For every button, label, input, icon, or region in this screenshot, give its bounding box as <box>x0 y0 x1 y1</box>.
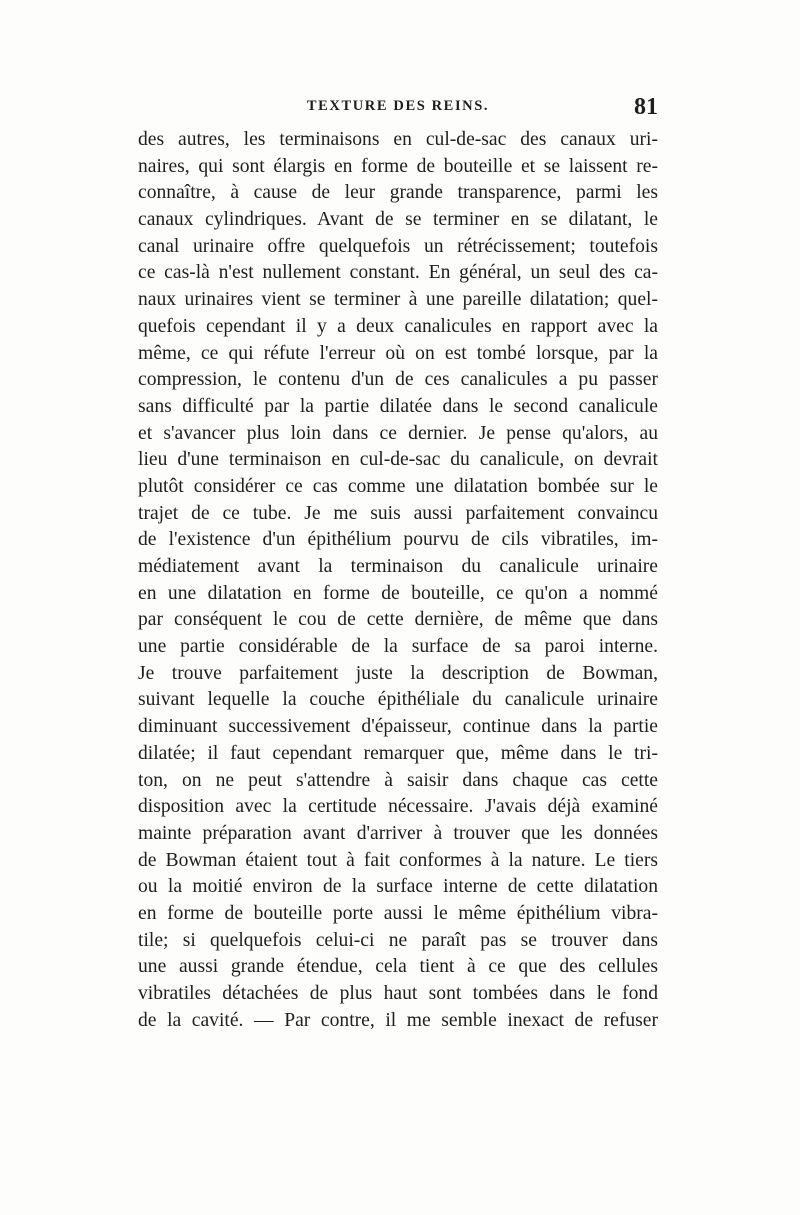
text-line: une partie considérable de la surface de sa paroi interne. <box>138 636 658 658</box>
text-line: canaux cylindriques. Avant de se terminer en se dilatant, le <box>138 209 658 231</box>
body-text <box>138 127 658 1034</box>
text-line: en forme de bouteille porte aussi le même épithélium vibra- <box>138 902 658 924</box>
text-line: naires, qui sont élargis en forme de bouteille et se laissent re- <box>138 155 658 177</box>
page-number: 81 <box>634 94 658 120</box>
text-line: ton, on ne peut s'attendre à saisir dans chaque cas cette <box>138 769 658 791</box>
text-line: suivant lequelle la couche épithéliale du canalicule urinaire <box>138 689 658 711</box>
text-line: ou la moitié environ de la surface interne de cette dilatation <box>138 876 658 898</box>
text-line: sans difficulté par la partie dilatée dans le second canalicule <box>138 395 658 417</box>
text-line: compression, le contenu d'un de ces canalicules a pu passer <box>138 369 658 391</box>
text-line: même, ce qui réfute l'erreur où on est tombé lorsque, par la <box>138 342 658 364</box>
text-line: et s'avancer plus loin dans ce dernier. Je pense qu'alors, au <box>138 422 658 444</box>
running-title: TEXTURE DES REINS. <box>306 98 490 114</box>
text-line: Je trouve parfaitement juste la description de Bowman, <box>138 662 658 684</box>
text-line: connaître, à cause de leur grande transparence, parmi les <box>138 182 658 204</box>
text-line: lieu d'une terminaison en cul-de-sac du canalicule, on devrait <box>138 449 658 471</box>
text-line: en une dilatation en forme de bouteille, ce qu'on a nommé <box>138 582 658 604</box>
text-line: disposition avec la certitude nécessaire. J'avais déjà examiné <box>138 796 658 818</box>
text-line: naux urinaires vient se terminer à une pareille dilatation; quel- <box>138 289 658 311</box>
text-line: médiatement avant la terminaison du canalicule urinaire <box>138 556 658 577</box>
text-line: ce cas-là n'est nullement constant. En général, un seul des ca- <box>138 262 658 284</box>
running-head <box>138 94 658 124</box>
text-line: tile; si quelquefois celui-ci ne paraît pas se trouver dans <box>138 929 658 951</box>
text-line: par conséquent le cou de cette dernière, de même que dans <box>138 609 658 631</box>
text-line: plutôt considérer ce cas comme une dilatation bombée sur le <box>138 475 658 497</box>
text-line: mainte préparation avant d'arriver à trouver que les données <box>138 822 658 844</box>
text-line: trajet de ce tube. Je me suis aussi parfaitement convaincu <box>138 502 658 524</box>
text-line: une aussi grande étendue, cela tient à ce que des cellules <box>138 956 658 978</box>
text-line: de la cavité. — Par contre, il me semble inexact de refuser <box>138 1009 658 1031</box>
text-line: de l'existence d'un épithélium pourvu de cils vibratiles, im- <box>138 529 658 551</box>
text-line: vibratiles détachées de plus haut sont tombées dans le fond <box>138 983 658 1004</box>
text-line: diminuant successivement d'épaisseur, continue dans la partie <box>138 716 658 738</box>
text-line: canal urinaire offre quelquefois un rétrécissement; toutefois <box>138 235 658 257</box>
text-line: des autres, les terminaisons en cul-de-sac des canaux uri- <box>138 129 658 150</box>
text-line: de Bowman étaient tout à fait conformes à la nature. Le tiers <box>138 849 658 871</box>
text-line: quefois cependant il y a deux canalicules en rapport avec la <box>138 315 658 337</box>
text-line: dilatée; il faut cependant remarquer que, même dans le tri- <box>138 742 658 764</box>
